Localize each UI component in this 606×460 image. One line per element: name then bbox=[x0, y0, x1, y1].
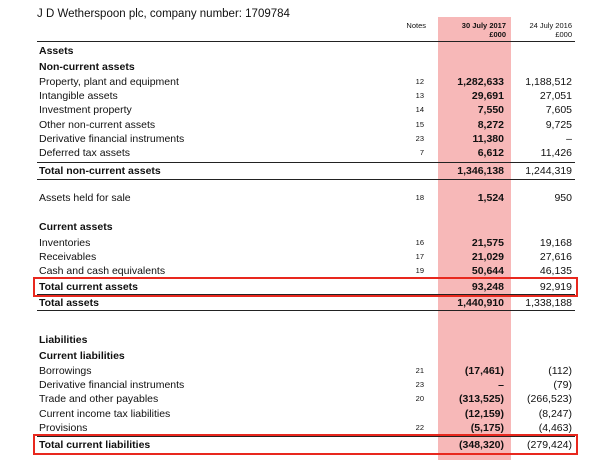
subsection-heading-current-assets: Current assets bbox=[39, 221, 113, 233]
total-row-current-assets: Total current assets 93,248 92,919 bbox=[39, 281, 572, 293]
subtotal-rule bbox=[37, 162, 575, 163]
header-rule bbox=[37, 41, 575, 42]
current-year-date: 30 July 2017 bbox=[461, 21, 506, 30]
subsection-heading-non-current-assets: Non-current assets bbox=[39, 61, 135, 73]
table-row: Receivables 17 21,029 27,616 bbox=[39, 251, 572, 263]
table-row: Intangible assets 13 29,691 27,051 bbox=[39, 90, 572, 102]
table-row: Property, plant and equipment 12 1,282,633 1,188,512 bbox=[39, 76, 572, 88]
subtotal-rule bbox=[37, 310, 575, 311]
table-row: Other non-current assets 15 8,272 9,725 bbox=[39, 119, 572, 131]
table-row: Assets held for sale 18 1,524 950 bbox=[39, 192, 572, 204]
current-year-unit: £000 bbox=[489, 30, 506, 39]
highlight-box-total-current-liabilities bbox=[33, 434, 578, 455]
table-row: Investment property 14 7,550 7,605 bbox=[39, 104, 572, 116]
highlight-box-total-current-assets bbox=[33, 277, 578, 297]
table-row: Provisions 22 (5,175) (4,463) bbox=[39, 422, 572, 434]
table-row: Inventories 16 21,575 19,168 bbox=[39, 237, 572, 249]
table-row: Borrowings 21 (17,461) (112) bbox=[39, 365, 572, 377]
prior-year-unit: £000 bbox=[555, 30, 572, 39]
table-row: Deferred tax assets 7 6,612 11,426 bbox=[39, 147, 572, 159]
table-row: Cash and cash equivalents 19 50,644 46,135 bbox=[39, 265, 572, 277]
total-row-current-liabilities: Total current liabilities (348,320) (279,424) bbox=[39, 439, 572, 451]
total-row-non-current-assets: Total non-current assets 1,346,138 1,244,319 bbox=[39, 165, 572, 177]
company-title: J D Wetherspoon plc, company number: 1709784 bbox=[37, 8, 290, 20]
subtotal-rule bbox=[37, 179, 575, 180]
section-heading-liabilities: Liabilities bbox=[39, 334, 88, 346]
current-year-column-header bbox=[440, 21, 506, 39]
table-row: Derivative financial instruments 23 – (79) bbox=[39, 379, 572, 391]
prior-year-column-header bbox=[516, 21, 572, 39]
notes-column-header: Notes bbox=[406, 21, 426, 30]
section-heading-assets: Assets bbox=[39, 45, 74, 57]
total-row-total-assets: Total assets 1,440,910 1,338,188 bbox=[39, 297, 572, 309]
table-row: Current income tax liabilities (12,159) (8,247) bbox=[39, 408, 572, 420]
subsection-heading-current-liabilities: Current liabilities bbox=[39, 350, 125, 362]
prior-year-date: 24 July 2016 bbox=[529, 21, 572, 30]
table-row: Trade and other payables 20 (313,525) (266,523) bbox=[39, 393, 572, 405]
table-row: Derivative financial instruments 23 11,380 – bbox=[39, 133, 572, 145]
